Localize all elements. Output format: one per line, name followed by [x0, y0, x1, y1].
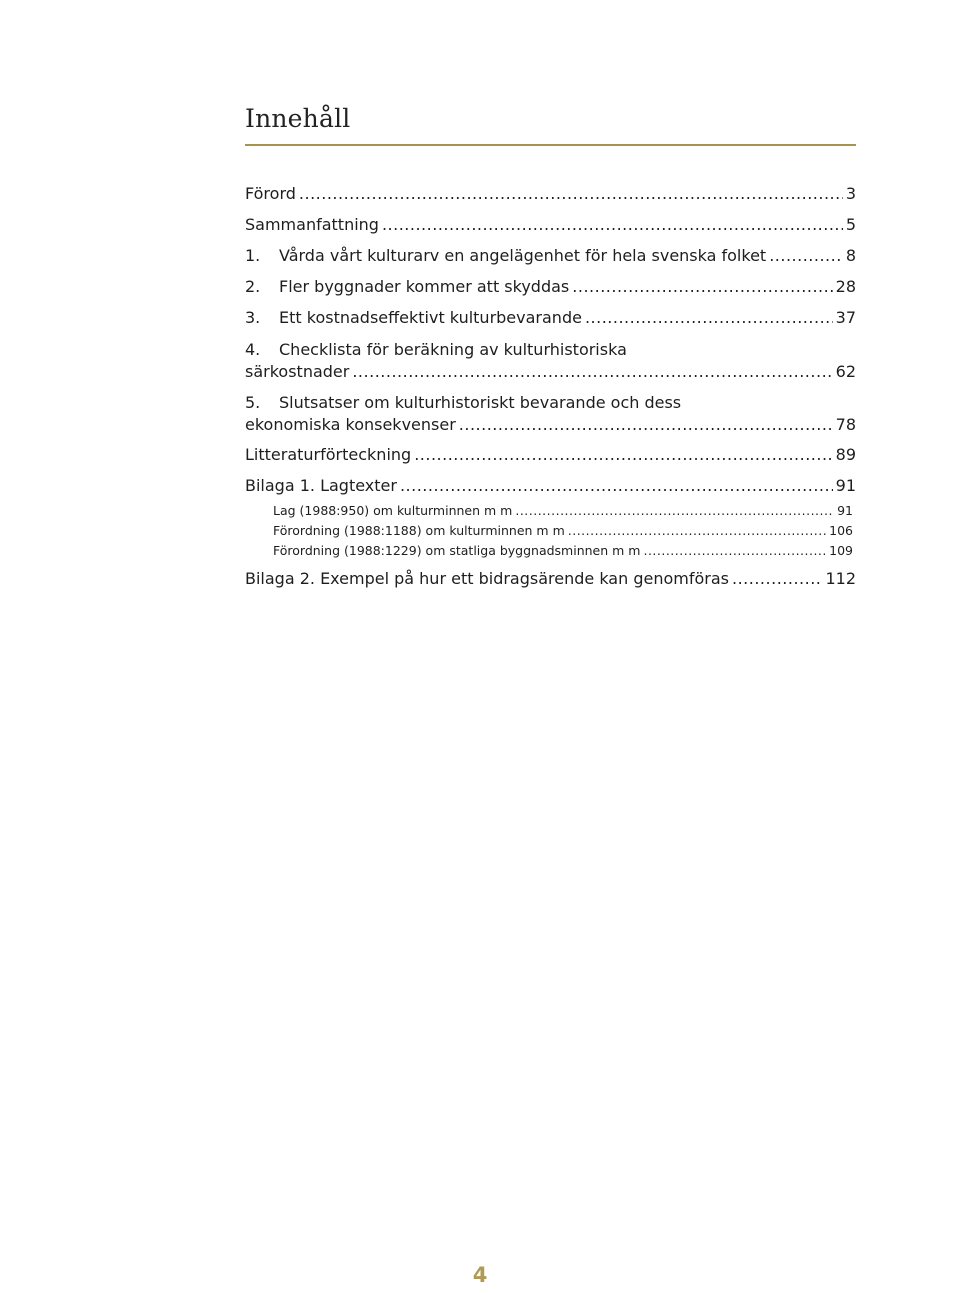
- toc-leader: [400, 470, 833, 501]
- toc-title: Checklista för beräkning av kulturhistoriska: [279, 340, 627, 359]
- toc-page: 91: [835, 476, 856, 495]
- toc-number: 5.: [245, 393, 261, 412]
- toc-page: 37: [835, 308, 856, 327]
- toc-number: 3.: [245, 308, 261, 327]
- toc-page: 62: [835, 362, 856, 381]
- page-title: Innehåll: [245, 104, 351, 133]
- toc-title-line: [245, 339, 856, 361]
- toc-entry-forord[interactable]: [245, 178, 856, 209]
- toc-page: 3: [845, 184, 856, 203]
- toc-title: Förordning (1988:1229) om statliga byggnadsminnen m m: [273, 543, 641, 558]
- toc-leader: [769, 240, 843, 271]
- toc-entry-chapter-4[interactable]: [245, 333, 856, 383]
- toc-leader: [459, 414, 833, 436]
- toc-entry-chapter-3[interactable]: [245, 302, 856, 333]
- toc-title: Förord: [245, 184, 296, 203]
- page-number: 4: [472, 1263, 488, 1287]
- toc-page: 89: [835, 445, 856, 464]
- toc-title: särkostnader: [245, 362, 350, 381]
- toc-title-line: [245, 392, 856, 414]
- toc-title-line: [245, 361, 856, 383]
- toc-title: Fler byggnader kommer att skyddas: [279, 277, 570, 296]
- toc-subentry[interactable]: [245, 541, 853, 561]
- toc-page: 109: [829, 543, 853, 558]
- toc-leader: [572, 271, 832, 302]
- toc-page: 78: [835, 415, 856, 434]
- toc-leader: [568, 521, 826, 541]
- toc-subentry[interactable]: [245, 501, 853, 521]
- toc-leader: [585, 302, 833, 333]
- toc-title: Slutsatser om kulturhistoriskt bevarande och dess: [279, 393, 682, 412]
- toc-entry-sammanfattning[interactable]: [245, 209, 856, 240]
- toc-entry-litteratur[interactable]: [245, 439, 856, 470]
- toc-title: Bilaga 1. Lagtexter: [245, 476, 397, 495]
- toc-page: 5: [845, 215, 856, 234]
- toc-entry-chapter-1[interactable]: [245, 240, 856, 271]
- toc-title-line: [245, 414, 856, 436]
- toc-page: 112: [825, 569, 856, 588]
- toc-leader: [299, 178, 843, 209]
- toc-leader: [732, 563, 822, 594]
- toc-number: 1.: [245, 246, 261, 265]
- toc-leader: [643, 541, 826, 561]
- toc-entry-bilaga-2[interactable]: [245, 563, 856, 594]
- toc-title: Ett kostnadseffektivt kulturbevarande: [279, 308, 582, 327]
- toc-leader: [352, 361, 832, 383]
- toc-title: Litteraturförteckning: [245, 445, 412, 464]
- toc-title: Lag (1988:950) om kulturminnen m m: [273, 503, 513, 518]
- toc-subentry[interactable]: [245, 521, 853, 541]
- toc-title: ekonomiska konsekvenser: [245, 415, 456, 434]
- toc-leader: [515, 501, 834, 521]
- toc-entry-chapter-2[interactable]: [245, 271, 856, 302]
- toc-title: Vårda vårt kulturarv en angelägenhet för hela svenska folket: [279, 246, 767, 265]
- toc-title: Förordning (1988:1188) om kulturminnen m m: [273, 523, 565, 538]
- toc-entry-bilaga-1[interactable]: [245, 470, 856, 501]
- toc-leader: [414, 439, 832, 470]
- table-of-contents: [245, 178, 856, 594]
- toc-page: 8: [845, 246, 856, 265]
- toc-number: 4.: [245, 340, 261, 359]
- toc-title: Sammanfattning: [245, 215, 379, 234]
- toc-entry-chapter-5[interactable]: [245, 383, 856, 436]
- title-rule: [245, 144, 856, 146]
- toc-page: 106: [829, 523, 853, 538]
- toc-number: 2.: [245, 277, 261, 296]
- toc-page: 91: [837, 503, 853, 518]
- toc-title: Bilaga 2. Exempel på hur ett bidragsärende kan genomföras: [245, 569, 729, 588]
- toc-page: 28: [835, 277, 856, 296]
- toc-leader: [382, 209, 843, 240]
